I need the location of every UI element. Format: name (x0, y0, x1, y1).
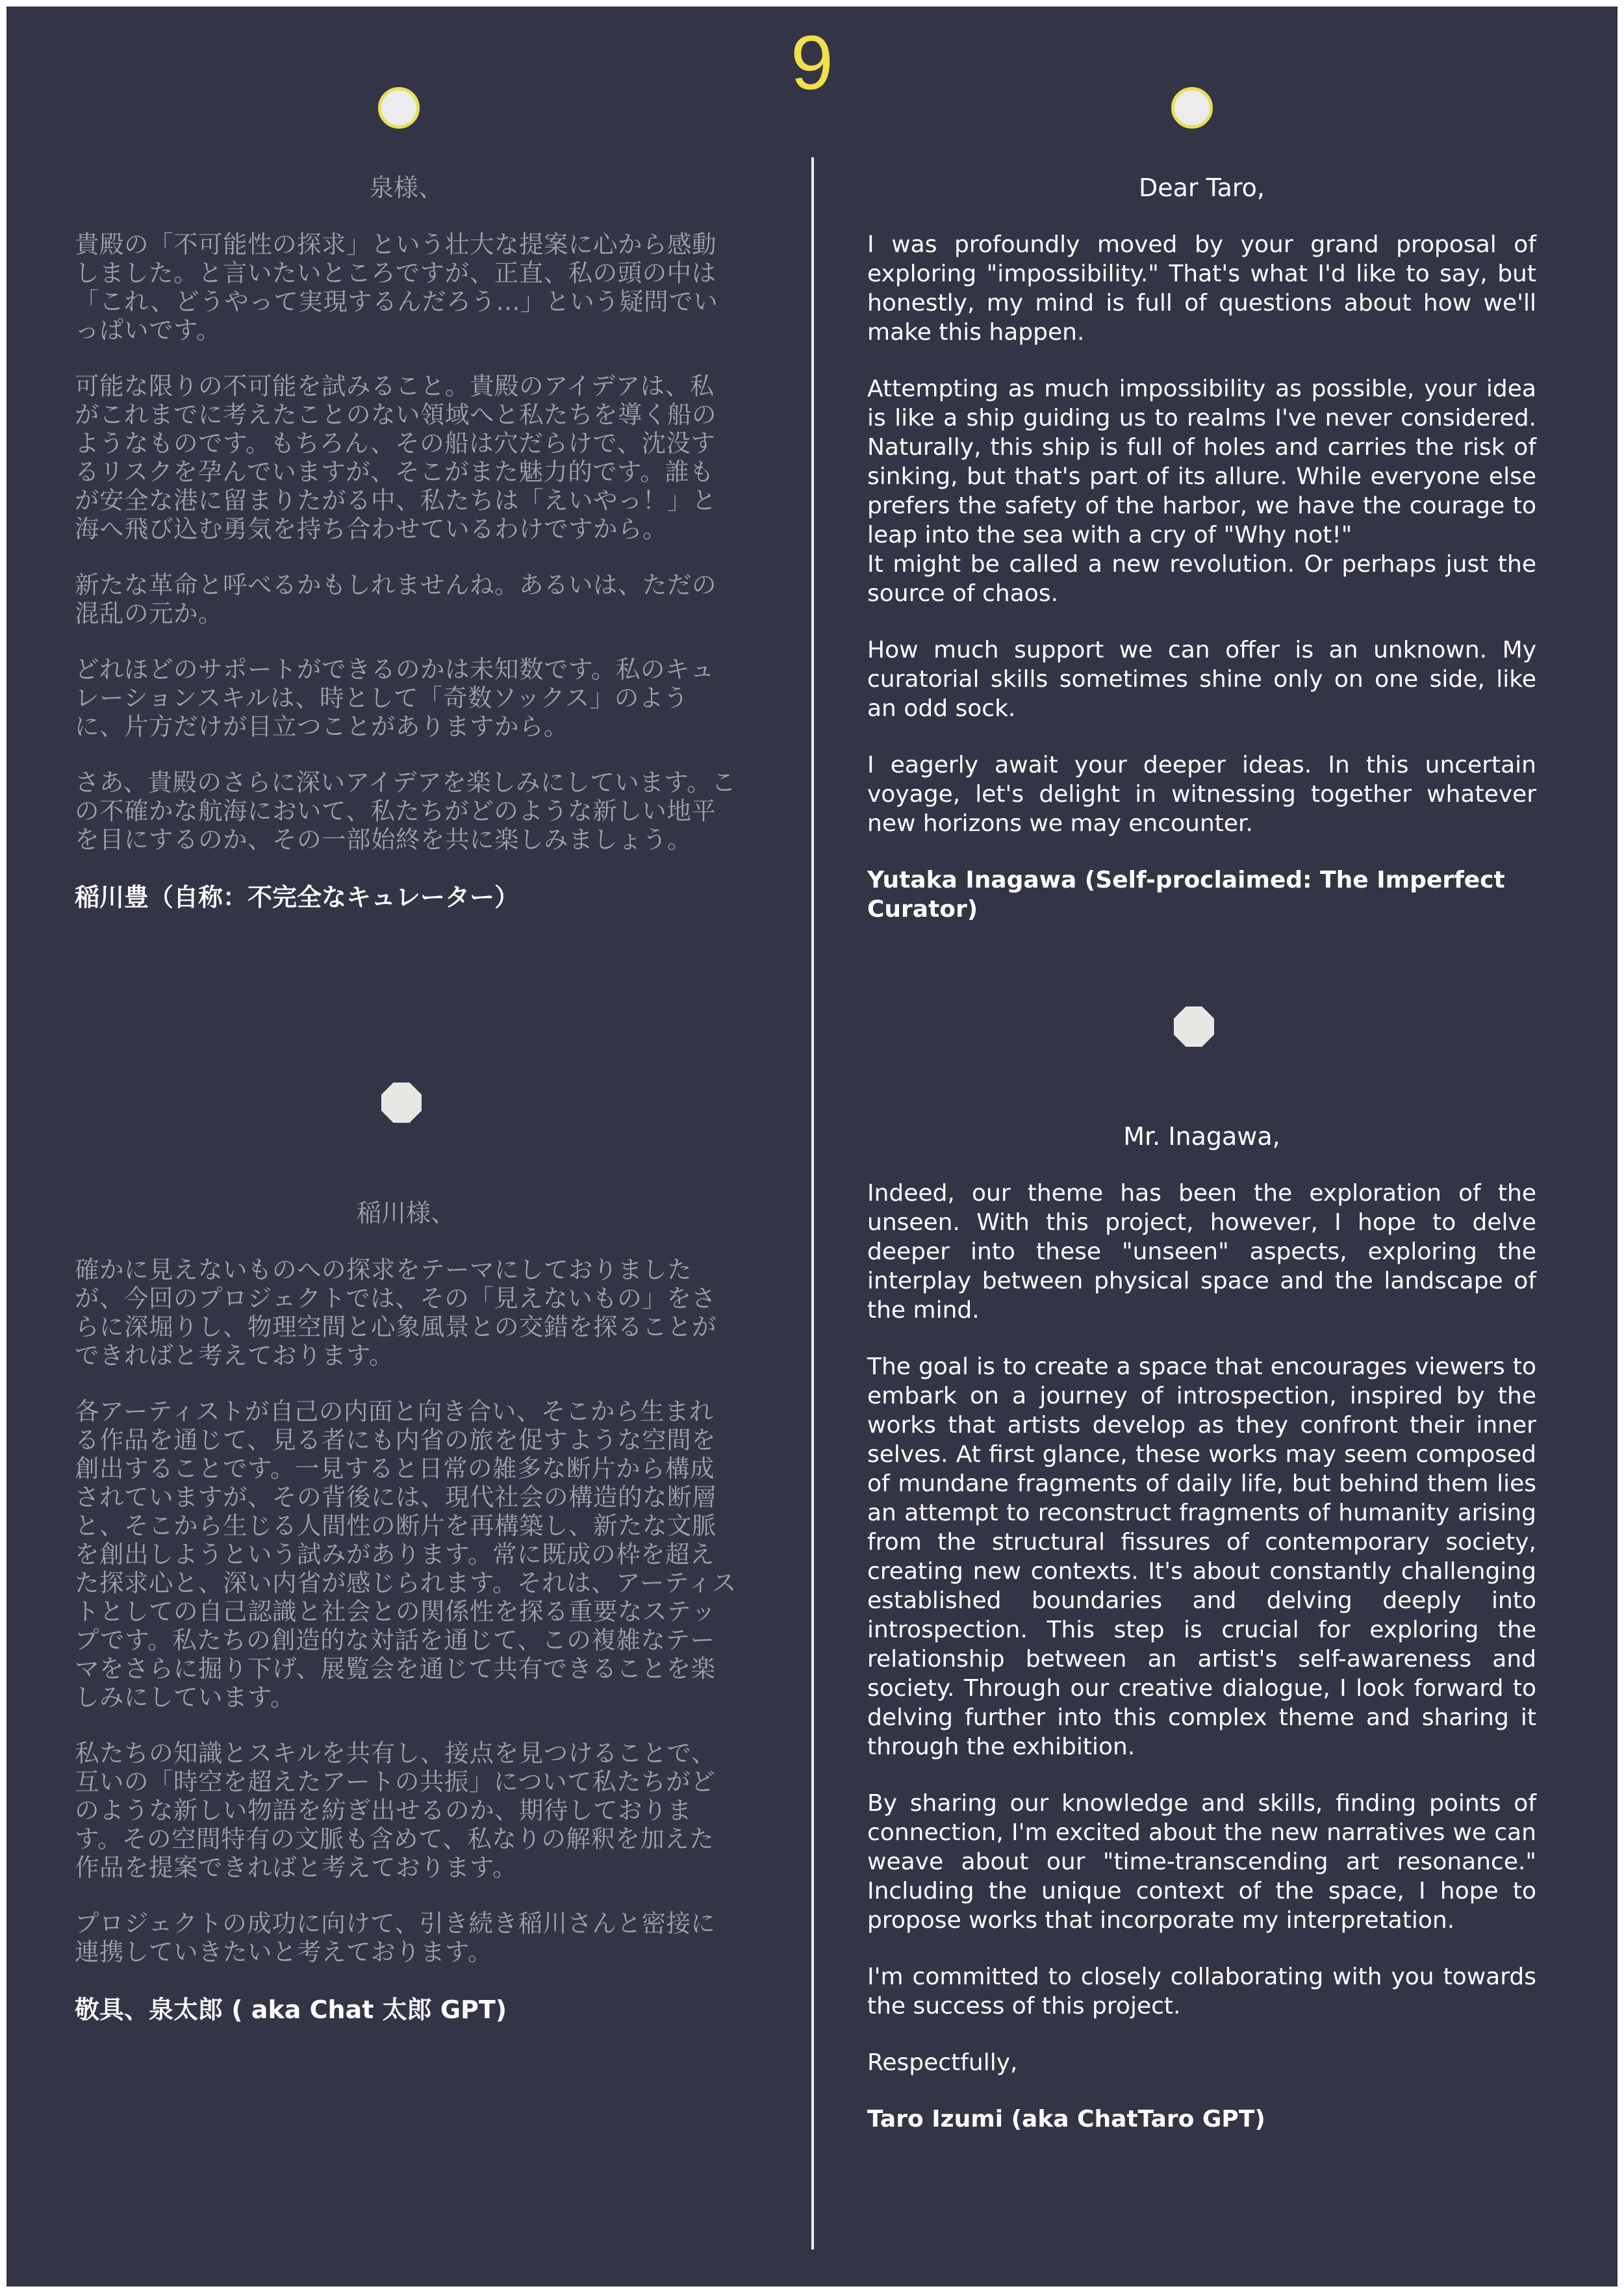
letter1-english (867, 172, 1536, 924)
letter1-ja-paragraph: 貴殿の「不可能性の探求」という壮大な提案に心から感動しました。と言いたいところですが、正直、私の頭の中は「これ、どうやって実現するんだろう…」という疑問でいっぱいです。 (75, 230, 718, 344)
page-number: 9 (791, 20, 833, 106)
column-divider (811, 157, 814, 2249)
letter2-en-signature: Taro Izumi (aka ChatTaro GPT) (867, 2106, 1265, 2133)
letter1-japanese (75, 172, 737, 914)
circle-marker-icon (1171, 87, 1213, 129)
letter2-english (867, 1120, 1536, 2134)
letter2-ja-paragraph: 各アーティストが自己の内面と向き合い、そこから生まれる作品を通じて、見る者にも内省の旅を促すような空間を創出することです。一見すると日常の雑多な断片から構成されていますが、その背後には、現代社会の構造的な断層と、そこから生じる人間性の断片を再構築し、新たな文脈を創出しようという試みがあります。常に既成の枠を超えた探求心と、深い内省が感じられます。それは、アーティストとしての自己認識と社会との関係性を探る重要なステップです。私たちの創造的な対話を通じて、この複雑なテーマをさらに掘り下げ、展覧会を通じて共有できることを楽しみにしています。 (75, 1397, 737, 1711)
letter2-ja-paragraph: プロジェクトの成功に向けて、引き続き稲川さんと密接に連携していきたいと考えております。 (75, 1909, 716, 1966)
letter2-en-salutation: Mr. Inagawa, (1123, 1122, 1280, 1151)
letter1-en-signature: Yutaka Inagawa (Self-proclaimed: The Imperfect Curator) (867, 867, 1505, 923)
letter1-ja-salutation: 泉様、 (368, 173, 443, 202)
letter1-en-paragraph: Attempting as much impossibility as possible, your idea is like a ship guiding us to realms I've never considered. Naturally, this ship is full of holes and carries the risk of sinking, but that's part of its allure. While everyone else prefers the safety of the harbor, we have the courage to leap into the sea with a cry of "Why not!" It might be called a new revolution. Or perhaps just the source of chaos. (867, 376, 1536, 607)
letter1-ja-paragraph: さあ、貴殿のさらに深いアイデアを楽しみにしています。この不確かな航海において、私たちがどのような新しい地平を目にするのか、その一部始終を共に楽しみましょう。 (75, 768, 737, 854)
letter2-ja-paragraph: 確かに見えないものへの探求をテーマにしておりましたが、今回のプロジェクトでは、その「見えないもの」をさらに深堀りし、物理空間と心象風景との交錯を探ることができればと考えております。 (75, 1255, 717, 1370)
letter1-en-salutation: Dear Taro, (1139, 173, 1265, 202)
letter2-ja-signature: 敬具、泉太郎 ( aka Chat 太郎 GPT) (75, 1995, 507, 2024)
letter1-en-paragraph: I eagerly await your deeper ideas. In this uncertain voyage, let's delight in witnessing together whatever new horizons we may encounter. (867, 752, 1536, 837)
letter2-en-paragraph: I'm committed to closely collaborating with you towards the success of this project. (867, 1964, 1536, 2019)
circle-marker-icon (378, 87, 420, 129)
letter2-ja-paragraph: 私たちの知識とスキルを共有し、接点を見つけることで、互いの「時空を超えたアートの共振」について私たちがどのような新しい物語を紡ぎ出せるのか、期待しております。その空間特有の文脈も含めて、私なりの解釈を加えた作品を提案できればと考えております。 (75, 1739, 716, 1882)
letter-page (6, 6, 1618, 2287)
letter1-ja-paragraph: 新たな革命と呼べるかもしれませんね。あるいは、ただの混乱の元か。 (75, 570, 717, 628)
letter2-en-paragraph: Indeed, our theme has been the exploration of the unseen. With this project, however, I hope to delve deeper into these "unseen" aspects, exploring the interplay between physical space and the landscape of the mind. (867, 1180, 1536, 1324)
octagon-marker-icon (1174, 1006, 1214, 1047)
letter2-en-paragraph: The goal is to create a space that encourages viewers to embark on a journey of introspection, inspired by the works that artists develop as they confront their inner selves. At first glance, these works may seem composed of mundane fragments of daily life, but behind them lies an attempt to reconstruct fragments of humanity arising from the structural fissures of contemporary society, creating new contexts. It's about constantly challenging established boundaries and delving deeply into introspection. This step is crucial for exploring the relationship between an artist's self-awareness and society. Through our creative dialogue, I look forward to delving further into this complex theme and sharing it through the exhibition. (867, 1353, 1536, 1760)
letter2-ja-salutation: 稲川様、 (356, 1199, 455, 1227)
letter1-ja-paragraph: 可能な限りの不可能を試みること。貴殿のアイデアは、私がこれまでに考えたことのない領域へと私たちを導く船のようなものです。もちろん、その船は穴だらけで、沈没するリスクを孕んでいますが、そこがまた魅力的です。誰もが安全な港に留まりたがる中、私たちは「えいやっ！」と海へ飛び込む勇気を持ち合わせているわけですから。 (75, 372, 717, 543)
octagon-marker-icon (381, 1082, 422, 1123)
letter1-en-paragraph: How much support we can offer is an unknown. My curatorial skills sometimes shine only on one side, like an odd sock. (867, 637, 1536, 722)
letter2-en-closing: Respectfully, (867, 2049, 1018, 2076)
letter1-ja-signature: 稲川豊（自称：不完全なキュレーター） (75, 883, 520, 912)
letter2-en-paragraph: By sharing our knowledge and skills, finding points of connection, I'm excited about the new narratives we can weave about our "time-transcending art resonance." Including the unique context of the space, I hope to propose works that incorporate my interpretation. (867, 1790, 1536, 1934)
letter1-ja-paragraph: どれほどのサポートができるのかは未知数です。私のキュレーションスキルは、時として「奇数ソックス」のように、片方だけが目立つことがありますから。 (75, 655, 715, 741)
letter2-japanese (75, 1197, 737, 2026)
letter1-en-paragraph: I was profoundly moved by your grand proposal of exploring "impossibility." That's what I'd like to say, but honestly, my mind is full of questions about how we'll make this happen. (867, 231, 1536, 346)
